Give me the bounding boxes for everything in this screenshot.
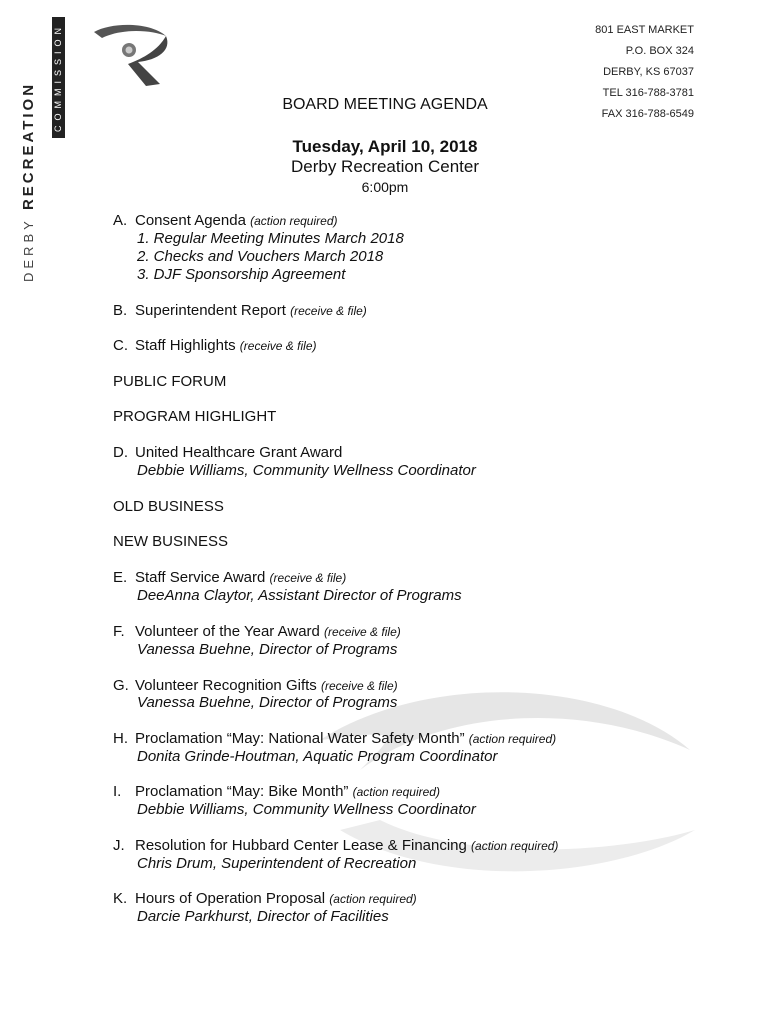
item-title: Hours of Operation Proposal: [135, 890, 326, 907]
consent-item: 3. DJF Sponsorship Agreement: [137, 266, 346, 283]
item-title: Staff Service Award: [135, 569, 266, 586]
address-line: FAX 316-788-6549: [601, 108, 694, 120]
item-letter: D.: [113, 444, 128, 461]
agenda-item-b: [113, 302, 367, 319]
item-presenter: Debbie Williams, Community Wellness Coordinator: [137, 801, 476, 818]
item-presenter: Vanessa Buehne, Director of Programs: [137, 694, 398, 711]
consent-item: 2. Checks and Vouchers March 2018: [137, 248, 384, 265]
item-note: (action required): [352, 785, 440, 799]
item-title: Proclamation “May: National Water Safety Month”: [135, 730, 465, 747]
agenda-item-a: [113, 212, 337, 229]
meeting-location: Derby Recreation Center: [290, 157, 480, 176]
item-letter: K.: [113, 890, 128, 907]
item-title: Staff Highlights: [135, 337, 236, 354]
brand-large: RECREATION: [20, 81, 37, 211]
item-presenter: Vanessa Buehne, Director of Programs: [137, 641, 398, 658]
item-note: (action required): [471, 839, 559, 853]
item-title: Proclamation “May: Bike Month”: [135, 783, 349, 800]
item-presenter: Debbie Williams, Community Wellness Coordinator: [137, 462, 476, 479]
item-title: Volunteer of the Year Award: [135, 623, 320, 640]
address-line: 801 EAST MARKET: [595, 24, 694, 36]
item-title: United Healthcare Grant Award: [135, 444, 343, 461]
item-title: Superintendent Report: [135, 302, 286, 319]
item-note: (receive & file): [324, 625, 401, 639]
derby-recreation-logo: [92, 24, 172, 90]
item-note: (action required): [250, 214, 338, 228]
item-note: (action required): [468, 732, 557, 746]
agenda-item-c: [113, 337, 316, 354]
item-note: (receive & file): [269, 571, 347, 585]
agenda-item-f: [113, 623, 401, 640]
item-title: Volunteer Recognition Gifts: [135, 677, 317, 694]
agenda-item-j: [113, 837, 558, 854]
address-line: TEL 316-788-3781: [602, 87, 694, 99]
item-title: Consent Agenda: [135, 212, 246, 229]
item-presenter: Darcie Parkhurst, Director of Facilities: [137, 908, 389, 925]
item-letter: I.: [113, 783, 122, 800]
address-line: DERBY, KS 67037: [603, 66, 694, 78]
meeting-time: 6:00pm: [361, 179, 409, 195]
item-note: (receive & file): [239, 339, 317, 353]
item-letter: H.: [113, 730, 128, 747]
item-letter: B.: [113, 302, 128, 319]
meeting-date: Tuesday, April 10, 2018: [292, 137, 478, 156]
document-title: BOARD MEETING AGENDA: [282, 96, 488, 113]
agenda-item-k: [113, 890, 417, 907]
address-line: P.O. BOX 324: [625, 45, 694, 57]
agenda-item-d: [113, 444, 342, 461]
item-presenter: DeeAnna Claytor, Assistant Director of Programs: [137, 587, 462, 604]
item-letter: A.: [113, 212, 128, 229]
item-presenter: Donita Grinde-Houtman, Aquatic Program Coordinator: [137, 748, 498, 765]
item-letter: C.: [113, 337, 128, 354]
item-letter: J.: [113, 837, 125, 854]
section-public-forum: PUBLIC FORUM: [113, 373, 227, 390]
item-note: (receive & file): [290, 304, 367, 318]
agenda-item-h: [113, 730, 556, 747]
agenda-item-i: [113, 783, 440, 800]
item-letter: F.: [113, 623, 125, 640]
item-title: Resolution for Hubbard Center Lease & Financing: [135, 837, 467, 854]
item-note: (receive & file): [320, 679, 398, 693]
item-letter: G.: [113, 677, 129, 694]
section-new-business: NEW BUSINESS: [113, 533, 229, 550]
item-presenter: Chris Drum, Superintendent of Recreation: [137, 855, 417, 872]
section-program-highlight: PROGRAM HIGHLIGHT: [113, 408, 277, 425]
item-letter: E.: [113, 569, 128, 586]
section-old-business: OLD BUSINESS: [113, 498, 224, 515]
item-note: (action required): [329, 892, 417, 906]
brand-commission: COMMISSION: [52, 17, 65, 138]
agenda-item-e: [113, 569, 346, 586]
agenda-item-g: [113, 677, 398, 694]
brand-small: DERBY: [21, 217, 36, 282]
consent-item: 1. Regular Meeting Minutes March 2018: [137, 230, 404, 247]
